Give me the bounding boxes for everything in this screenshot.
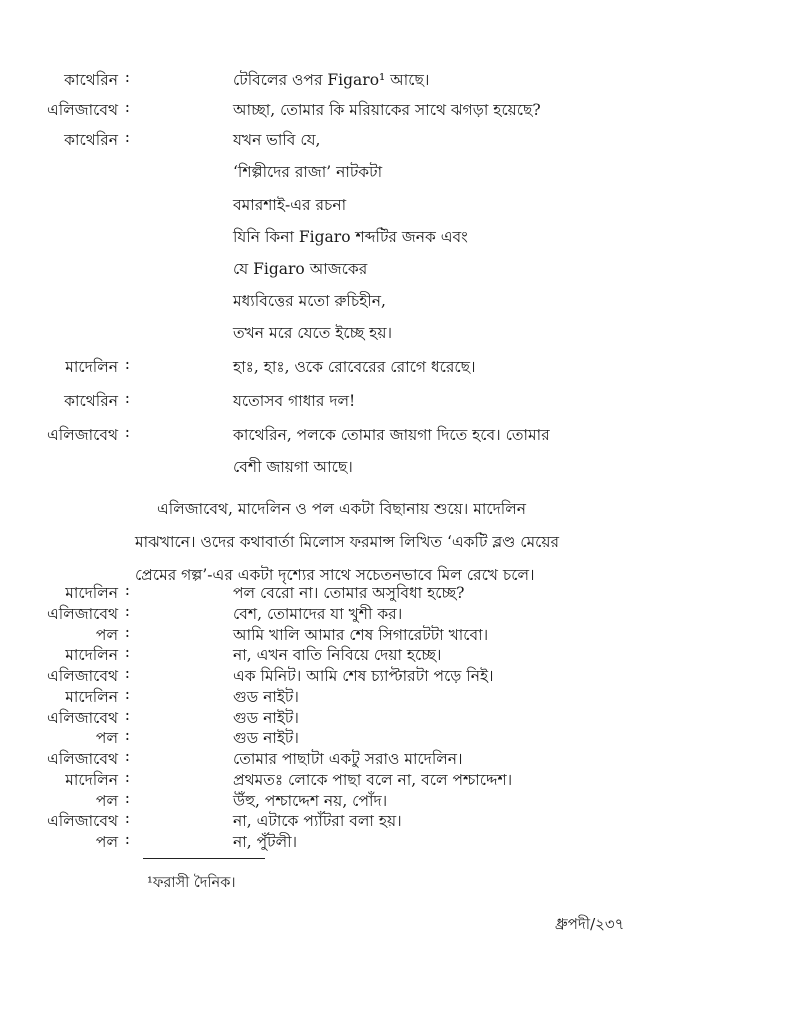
dialogue-text: উঁহু, পশ্চাদ্দেশ নয়, পোঁদ।	[233, 792, 388, 810]
dialogue-row: মাদেলিন : প্রথমতঃ লোকে পাছা বলে না, বলে পশ্চাদ্দেশ।	[0, 768, 680, 798]
speaker-name: এলিজাবেথ	[46, 812, 118, 830]
dialogue-row: এলিজাবেথ : এক মিনিট। আমি শেষ চ্যাপ্টারটা পড়ে নিই।	[0, 664, 680, 694]
dialogue-text: এক মিনিট। আমি শেষ চ্যাপ্টারটা পড়ে নিই।	[233, 667, 494, 685]
speaker-name: মাদেলিন	[65, 771, 118, 789]
stage-direction-line: প্রেমের গল্প’-এর একটা দৃশ্যের সাথে সচেতনভাবে মিল রেখে চলে।	[135, 566, 535, 584]
dialogue-text: হাঃ, হাঃ, ওকে রোবেরের রোগে ধরেছে।	[233, 358, 476, 376]
verse-line: বমারশাই-এর রচনা	[233, 196, 347, 214]
speaker-name: এলিজাবেথ	[46, 101, 118, 119]
verse-line: মধ্যবিত্তের মতো রুচিহীন,	[233, 292, 386, 310]
verse-line: ‘শিল্পীদের রাজা’ নাটকটা	[233, 163, 383, 181]
speaker-name: কাথেরিন	[64, 392, 118, 410]
speaker-name: এলিজাবেথ	[46, 605, 118, 623]
dialogue-text: বেশ, তোমাদের যা খুশী কর।	[233, 605, 403, 623]
dialogue-text: না, পুঁটলী।	[233, 833, 298, 851]
speaker-name: পল	[95, 626, 118, 644]
dialogue-row: মাদেলিন : হাঃ, হাঃ, ওকে রোবেরের রোগে ধরেছে।	[0, 355, 680, 385]
dialogue-text: পল বেরো না। তোমার অসুবিধা হচ্ছে?	[233, 584, 465, 602]
speaker-name: এলিজাবেথ	[46, 709, 118, 727]
dialogue-text: না, এখন বাতি নিবিয়ে দেয়া হচ্ছে।	[233, 646, 442, 664]
speaker-name: কাথেরিন	[64, 71, 118, 89]
dialogue-text: টেবিলের ওপর Figaro¹ আছে।	[233, 71, 430, 89]
speaker-name: এলিজাবেথ	[46, 426, 118, 444]
dialogue-continuation: বেশী জায়গা আছে।	[233, 458, 353, 476]
dialogue-text: গুড নাইট।	[233, 729, 299, 747]
dialogue-row: এলিজাবেথ : না, এটাকে প্যাঁটরা বলা হয়।	[0, 809, 680, 839]
verse-line: তখন মরে যেতে ইচ্ছে হয়।	[233, 324, 392, 342]
dialogue-text: যতোসব গাধার দল!	[233, 392, 356, 410]
dialogue-row: এলিজাবেথ : কাথেরিন, পলকে তোমার জায়গা দিতে হবে। তোমার	[0, 423, 680, 453]
dialogue-row: এলিজাবেথ : বেশ, তোমাদের যা খুশী কর।	[0, 602, 680, 632]
dialogue-row: এলিজাবেথ : আচ্ছা, তোমার কি মরিয়াকের সাথে ঝগড়া হয়েছে?	[0, 98, 680, 128]
speaker-name: মাদেলিন	[65, 646, 118, 664]
dialogue-text: গুড নাইট।	[233, 709, 299, 727]
dialogue-row: মাদেলিন : না, এখন বাতি নিবিয়ে দেয়া হচ্ছে।	[0, 643, 680, 673]
dialogue-row: কাথেরিন : যতোসব গাধার দল!	[0, 389, 680, 419]
dialogue-row: পল : না, পুঁটলী।	[0, 830, 680, 860]
dialogue-row: এলিজাবেথ : গুড নাইট।	[0, 706, 680, 736]
stage-direction-line: মাঝখানে। ওদের কথাবার্তা মিলোস ফরমান্স লিখিত ‘একটি ব্লণ্ড মেয়ের	[135, 533, 560, 551]
page-folio: ধ্রুপদী/২৩৭	[555, 915, 625, 933]
dialogue-row: কাথেরিন : টেবিলের ওপর Figaro¹ আছে।	[0, 68, 680, 98]
speaker-name: পল	[95, 729, 118, 747]
dialogue-row: মাদেলিন : পল বেরো না। তোমার অসুবিধা হচ্ছে?	[0, 581, 680, 611]
speaker-name: এলিজাবেথ	[46, 667, 118, 685]
stage-direction	[135, 493, 645, 592]
speaker-name: এলিজাবেথ	[46, 750, 118, 768]
dialogue-text: কাথেরিন, পলকে তোমার জায়গা দিতে হবে। তোমার	[233, 426, 550, 444]
dialogue-text: গুড নাইট।	[233, 688, 299, 706]
dialogue-text: আচ্ছা, তোমার কি মরিয়াকের সাথে ঝগড়া হয়েছে?	[233, 101, 541, 119]
speaker-name: পল	[95, 833, 118, 851]
dialogue-row: পল : উঁহু, পশ্চাদ্দেশ নয়, পোঁদ।	[0, 789, 680, 819]
dialogue-row: কাথেরিন : যখন ভাবি যে,	[0, 128, 680, 158]
speaker-name: মাদেলিন	[65, 584, 118, 602]
verse-line: যে Figaro আজকের	[233, 260, 368, 278]
stage-direction-line: এলিজাবেথ, মাদেলিন ও পল একটা বিছানায় শুয়ে। মাদেলিন	[157, 500, 526, 518]
footnote: ¹ফরাসী দৈনিক।	[147, 875, 236, 891]
dialogue-row: এলিজাবেথ : তোমার পাছাটা একটু সরাও মাদেলিন।	[0, 747, 680, 777]
speaker-name: মাদেলিন	[65, 688, 118, 706]
speaker-name: মাদেলিন	[65, 358, 118, 376]
dialogue-row: পল : গুড নাইট।	[0, 726, 680, 756]
speaker-name: কাথেরিন	[64, 131, 118, 149]
verse-line: যিনি কিনা Figaro শব্দটির জনক এবং	[233, 228, 468, 246]
dialogue-text: প্রথমতঃ লোকে পাছা বলে না, বলে পশ্চাদ্দেশ।	[233, 771, 513, 789]
dialogue-row: মাদেলিন : গুড নাইট।	[0, 685, 680, 715]
dialogue-row: পল : আমি খালি আমার শেষ সিগারেটটা খাবো।	[0, 623, 680, 653]
dialogue-text: যখন ভাবি যে,	[233, 131, 321, 149]
dialogue-text: না, এটাকে প্যাঁটরা বলা হয়।	[233, 812, 402, 830]
dialogue-text: তোমার পাছাটা একটু সরাও মাদেলিন।	[233, 750, 463, 768]
dialogue-text: আমি খালি আমার শেষ সিগারেটটা খাবো।	[233, 626, 489, 644]
speaker-name: পল	[95, 792, 118, 810]
